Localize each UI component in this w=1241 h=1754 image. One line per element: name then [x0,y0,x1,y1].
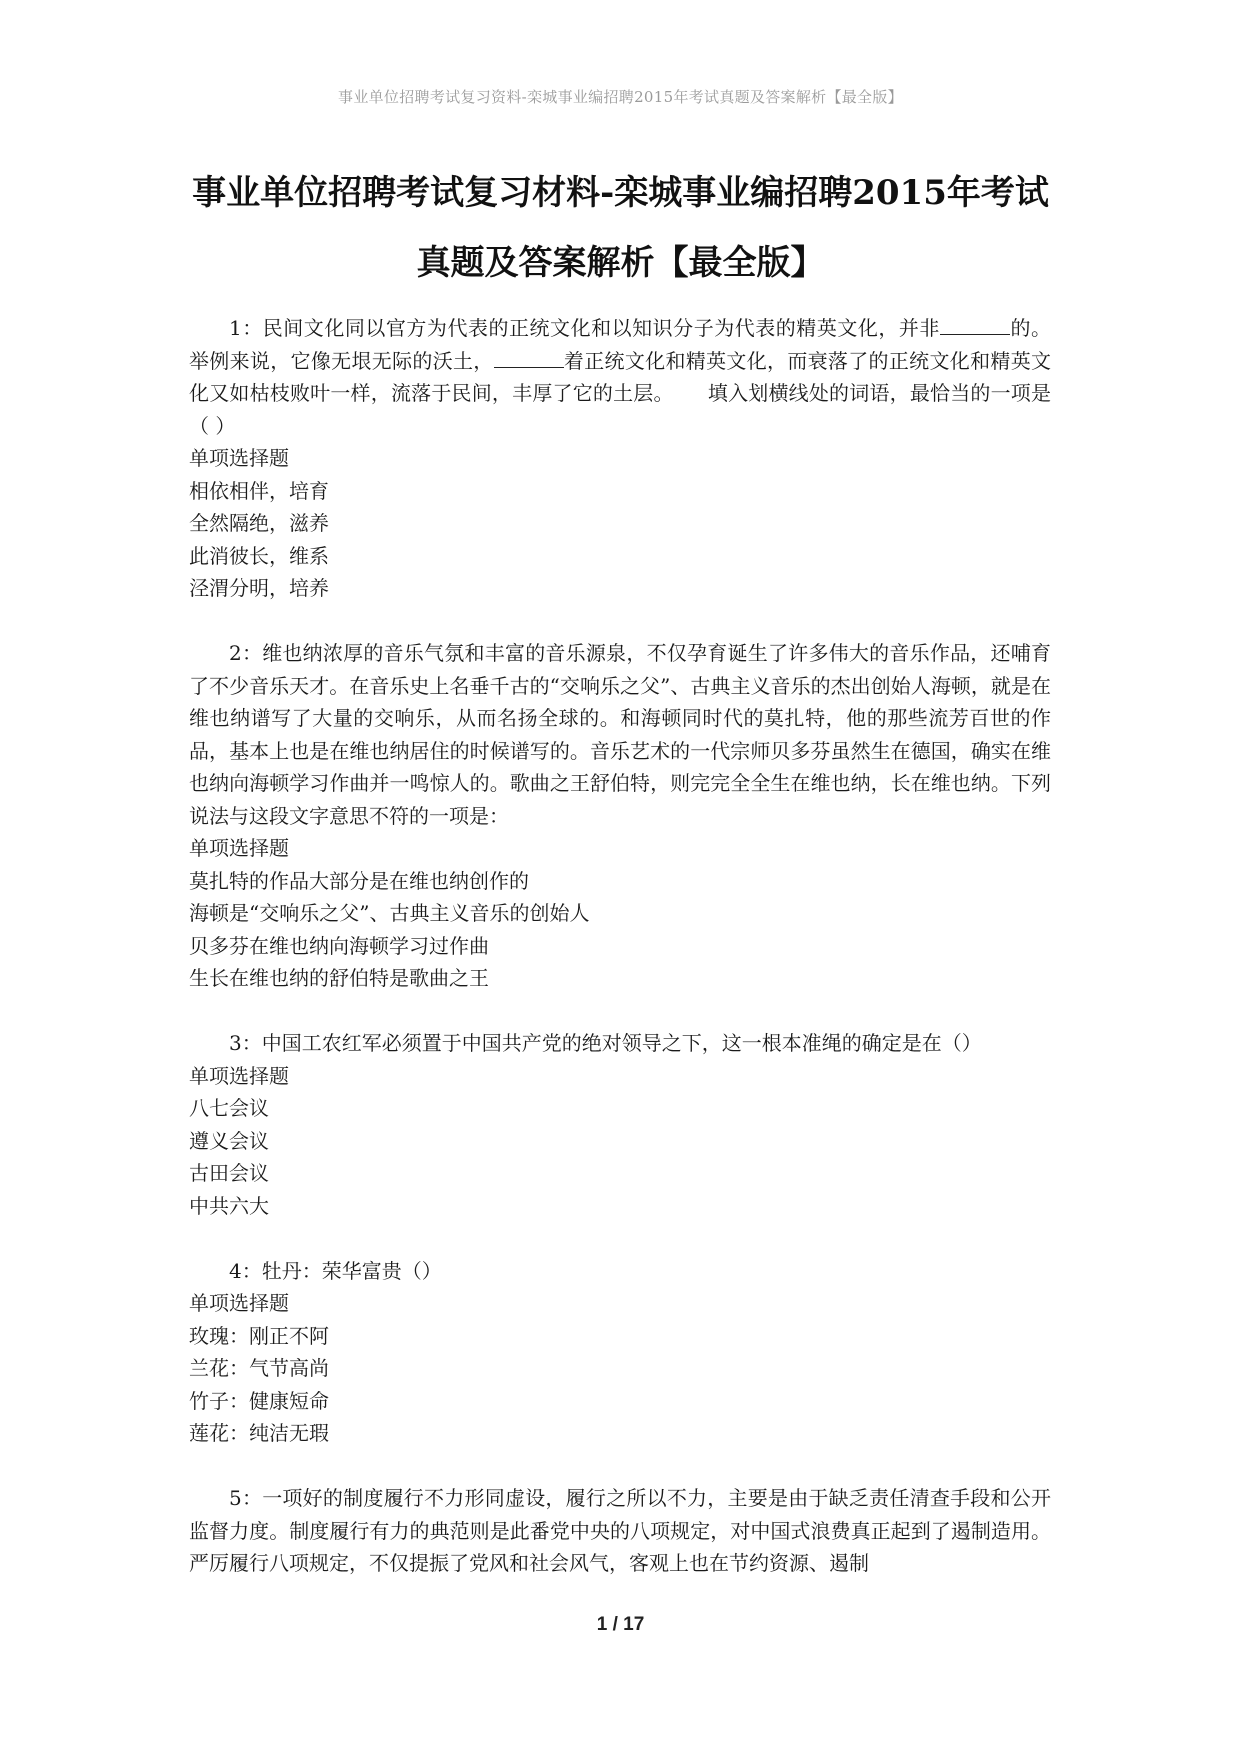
question-list [189,312,1051,1612]
question-type: 单项选择题 [189,1063,289,1088]
question-5 [189,1482,1051,1580]
answer-option: 生长在维也纳的舒伯特是歌曲之王 [189,966,489,990]
question-stem: 4：牡丹：荣华富贵（） [229,1258,442,1283]
answer-option: 玫瑰：刚正不阿 [189,1323,329,1348]
question-2 [189,637,1051,995]
title-line-2: 真题及答案解析【最全版】 [416,243,825,283]
running-header: 事业单位招聘考试复习资料-栾城事业编招聘2015年考试真题及答案解析【最全版】 [338,88,903,106]
question-type: 单项选择题 [189,446,289,470]
answer-option: 竹子：健康短命 [189,1388,329,1413]
question-stem: 1：民间文化同以官方为代表的正统文化和以知识分子为代表的精英文化，并非 的。举例来说，它像无垠无际的沃土， 着正统文化和精英文化，而衰落了的正统文化和精英文化又如枯枝败叶一样，流落于民间，丰厚了它的土层。 填入划横线处的词语，最恰当的一项是（ ） [189,316,1052,438]
question-type: 单项选择题 [189,836,289,860]
answer-option: 莲花：纯洁无瑕 [189,1421,329,1445]
question-1 [189,312,1051,605]
answer-option: 莫扎特的作品大部分是在维也纳创作的 [189,868,529,893]
question-3 [189,1027,1051,1222]
fill-blank [940,314,1010,335]
answer-option: 古田会议 [189,1161,269,1185]
answer-option: 此消彼长，维系 [189,543,329,568]
answer-option: 海顿是“交响乐之父”、古典主义音乐的创始人 [189,901,590,925]
answer-option: 八七会议 [189,1096,269,1120]
answer-option: 相依相伴，培育 [189,478,329,503]
answer-option: 全然隔绝，滋养 [189,511,329,535]
answer-option: 遵义会议 [189,1128,269,1153]
answer-option: 贝多芬在维也纳向海顿学习过作曲 [189,933,489,958]
question-4 [189,1255,1051,1450]
question-stem: 3：中国工农红军必须置于中国共产党的绝对领导之下，这一根本准绳的确定是在（） [229,1031,982,1055]
answer-option: 中共六大 [189,1193,269,1218]
question-type: 单项选择题 [189,1291,289,1315]
page-indicator: 1 / 17 [596,1614,645,1635]
fill-blank [494,347,564,368]
question-stem: 5：一项好的制度履行不力形同虚设，履行之所以不力，主要是由于缺乏责任清查手段和公开监督力度。制度履行有力的典范则是此番党中央的八项规定，对中国式浪费真正起到了遏制造用。严厉履行八项规定，不仅提振了党风和社会风气，客观上也在节约资源、遏制 [189,1486,1051,1575]
answer-option: 兰花：气节高尚 [189,1356,329,1380]
question-stem: 2：维也纳浓厚的音乐气氛和丰富的音乐源泉，不仅孕育诞生了许多伟大的音乐作品，还哺育了不少音乐天才。在音乐史上名垂千古的“交响乐之父”、古典主义音乐的杰出创始人海顿，就是在维也纳谱写了大量的交响乐，从而名扬全球的。和海顿同时代的莫扎特，他的那些流芳百世的作品，基本上也是在维也纳居住的时候谱写的。音乐艺术的一代宗师贝多芬虽然生在德国，确实在维也纳向海顿学习作曲并一鸣惊人的。歌曲之王舒伯特，则完完全全生在维也纳，长在维也纳。下列说法与这段文字意思不符的一项是： [189,641,1051,828]
answer-option: 泾渭分明，培养 [189,576,329,600]
title-line-1: 事业单位招聘考试复习材料-栾城事业编招聘2015年考试 [192,173,1049,213]
document-title [150,158,1091,298]
